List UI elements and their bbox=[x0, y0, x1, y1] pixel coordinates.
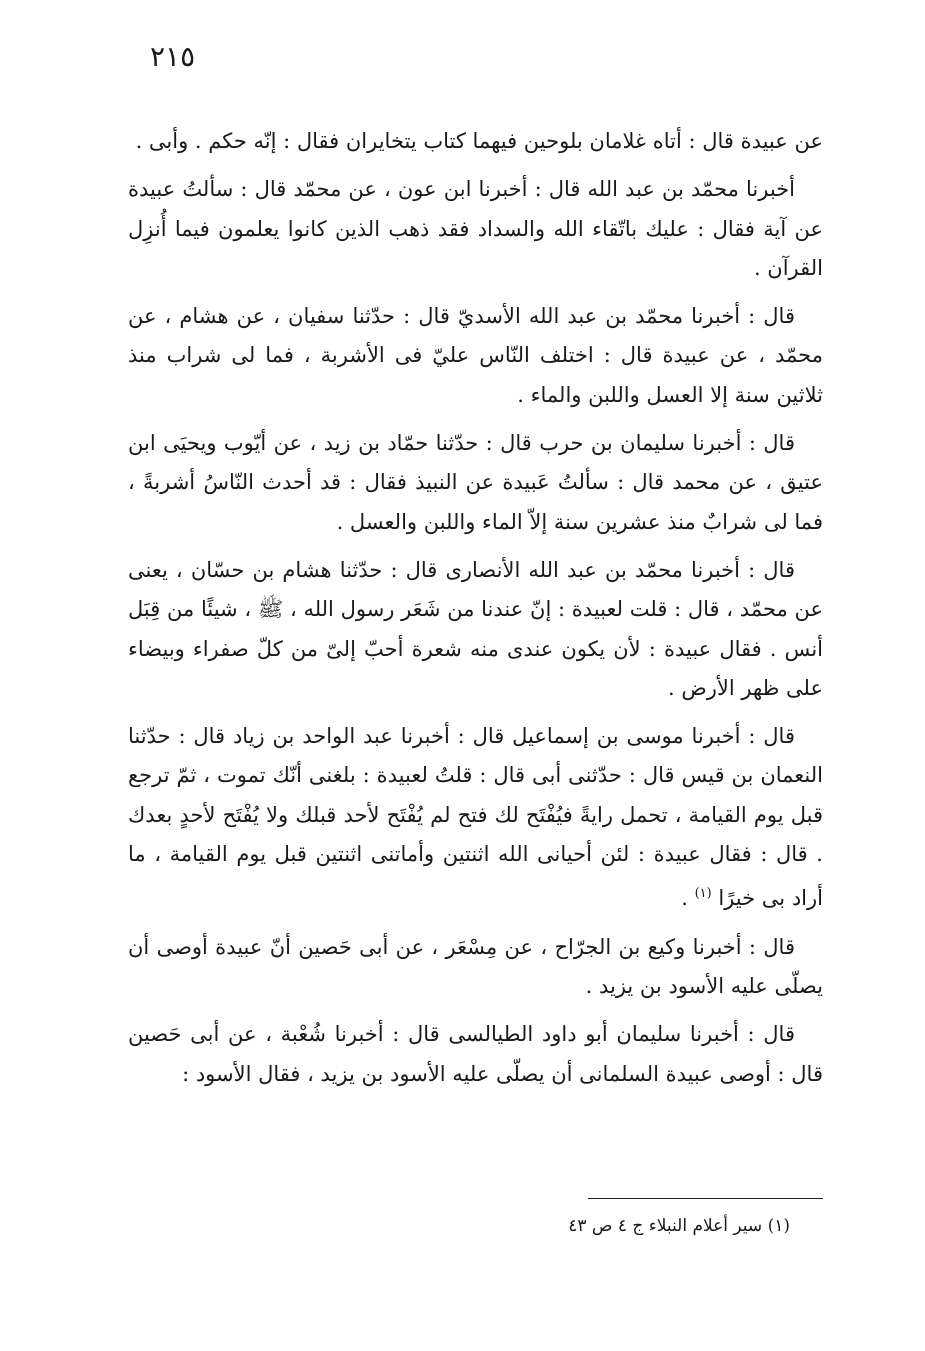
paragraph: قال : أخبرنا سليمان أبو داود الطيالسى قال : أخبرنا شُعْبة ، عن أبى حَصين قال : أوصى عبيدة السلمانى أن يصلّى عليه الأسود بن يزيد ، فقال الأسود : bbox=[128, 1022, 823, 1086]
footnote-reference[interactable]: (١) bbox=[694, 886, 712, 902]
paragraph: عن عبيدة قال : أتاه غلامان بلوحين فيهما كتاب يتخايران فقال : إنّه حكم . وأبى . bbox=[135, 129, 823, 153]
footnote-divider bbox=[588, 1198, 823, 1199]
body-text bbox=[128, 122, 823, 1103]
paragraph-with-footnote bbox=[128, 717, 823, 918]
paragraph-tail: . bbox=[681, 886, 695, 911]
paragraph: قال : أخبرنا سليمان بن حرب قال : حدّثنا حمّاد بن زيد ، عن أيّوب ويحيَى ابن عتيق ، عن محمد قال : سألتُ عَبيدة عن النبيذ فقال : قد أحدث النّاسُ أشربةً ، فما لى شرابٌ منذ عشرين سنة إلاّ الماء واللبن والعسل . bbox=[128, 431, 823, 534]
page-number: ٢١٥ bbox=[150, 40, 196, 73]
footnote: (١) سير أعلام النبلاء ج ٤ ص ٤٣ bbox=[568, 1216, 790, 1236]
paragraph: قال : أخبرنا محمّد بن عبد الله الأسديّ قال : حدّثنا سفيان ، عن هشام ، عن محمّد ، عن عبيدة قال : اختلف النّاس عليّ فى الأشربة ، فما لى شراب منذ ثلاثين سنة إلا العسل واللبن والماء . bbox=[128, 304, 823, 407]
paragraph-text: قال : أخبرنا موسى بن إسماعيل قال : أخبرنا عبد الواحد بن زياد قال : حدّثنا النعمان بن قيس قال : حدّثنى أبى قال : قلتُ لعبيدة : بلغنى أنّك تموت ، ثمّ ترجع قبل يوم القيامة ، تحمل رايةً فيُفْتَح لك فتح لم يُفْتَح لأحد قبلك ولا يُفْتَح لأحدٍ بعدك . قال : فقال عبيدة : لئن أحيانى الله اثنتين وأماتنى اثنتين قبل يوم القيامة ، ما أراد بى خيرًا bbox=[128, 724, 823, 911]
paragraph: قال : أخبرنا وكيع بن الجرّاح ، عن مِسْعَر ، عن أبى حَصين أنّ عبيدة أوصى أن يصلّى عليه الأسود بن يزيد . bbox=[128, 934, 823, 998]
paragraph: قال : أخبرنا محمّد بن عبد الله الأنصارى قال : حدّثنا هشام بن حسّان ، يعنى عن محمّد ، قال : قلت لعبيدة : إنّ عندنا من شَعَر رسول الله ، ﷺ ، شيئًا من قِبَل أنس . فقال عبيدة : لأن يكون عندى منه شعرة أحبّ إلىّ من كلّ صفراء وبيضاء على ظهر الأرض . bbox=[128, 557, 823, 700]
paragraph: أخبرنا محمّد بن عبد الله قال : أخبرنا ابن عون ، عن محمّد قال : سألتُ عبيدة عن آية فقال : عليك باتّقاء الله والسداد فقد ذهب الذين كانوا يعلمون فيما أُنزِل القرآن . bbox=[128, 177, 823, 280]
